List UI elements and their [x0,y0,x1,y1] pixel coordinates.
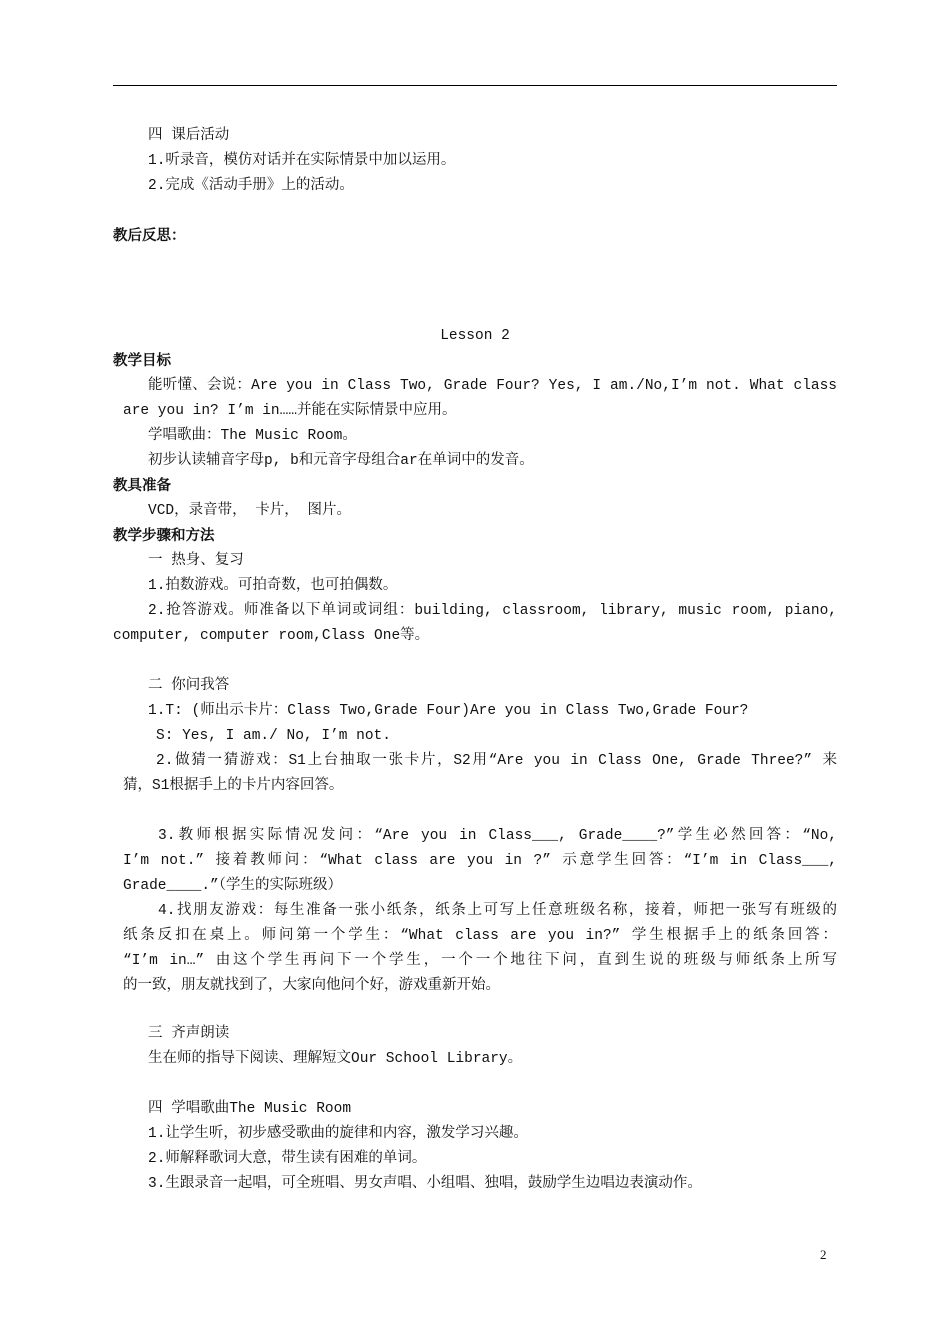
step-2-item-3-line-2: I’m not.” 接着教师问：“What class are you in ?” 示意学生回答：“I’m in Class___, [123,853,837,869]
step-4-item-2: 2.师解释歌词大意，带生读有困难的单词。 [148,1151,427,1167]
step-3-heading: 三 齐声朗读 [148,1026,230,1042]
step-1-item-1: 1.拍数游戏。可拍奇数，也可拍偶数。 [148,578,398,594]
step-1-item-2-line-2: computer, computer room,Class One等。 [113,628,430,644]
step-2-item-1-line-2: S: Yes, I am./ No, I’m not. [156,728,391,744]
step-2-item-3-line-3: Grade____.”（学生的实际班级） [123,878,342,894]
after-class-item-2: 2.完成《活动手册》上的活动。 [148,178,354,194]
objectives-line-4: 初步认读辅音字母p, b和元音字母组合ar在单词中的发音。 [148,453,534,469]
objectives-line-2: are you in? I’m in……并能在实际情景中应用。 [123,403,457,419]
step-1-heading: 一 热身、复习 [148,553,244,569]
after-class-heading: 四 课后活动 [148,128,230,144]
step-4-heading: 四 学唱歌曲The Music Room [148,1101,352,1117]
step-4-item-1: 1.让学生听，初步感受歌曲的旋律和内容，激发学习兴趣。 [148,1126,528,1142]
step-2-item-4-line-3: “I’m in…” 由这个学生再问下一个学生，一个一个地往下问，直到生说的班级与师纸条上所写 [123,953,837,969]
step-2-item-3-line-1: 3.教师根据实际情况发问：“Are you in Class___, Grade____?”学生必然回答：“No, [158,828,837,844]
step-2-item-2-line-2: 猜，S1根据手上的卡片内容回答。 [123,778,344,794]
materials-text: VCD，录音带， 卡片， 图片。 [148,503,352,519]
step-1-item-2-line-1: 2.抢答游戏。师准备以下单词或词组：building, classroom, library, music room, piano, [148,603,837,619]
step-2-item-4-line-2: 纸条反扣在桌上。师问第一个学生：“What class are you in?” 学生根据手上的纸条回答： [123,928,837,944]
step-2-item-2-line-1: 2.做猜一猜游戏：S1上台抽取一张卡片，S2用“Are you in Class One, Grade Three?” 来 [156,753,837,769]
page-number: 2 [820,1247,827,1262]
step-2-item-4-line-4: 的一致，朋友就找到了，大家向他问个好，游戏重新开始。 [123,978,500,994]
after-class-item-1: 1.听录音，模仿对话并在实际情景中加以运用。 [148,153,456,169]
objectives-line-1: 能听懂、会说：Are you in Class Two, Grade Four? Yes, I am./No,I’m not. What class [148,378,837,394]
materials-heading: 教具准备 [113,478,171,494]
steps-heading: 教学步骤和方法 [113,528,215,544]
reflection-label: 教后反思： [113,228,186,244]
step-3-text: 生在师的指导下阅读、理解短文Our School Library。 [148,1051,523,1067]
step-2-item-4-line-1: 4.找朋友游戏：每生准备一张小纸条，纸条上可写上任意班级名称，接着，师把一张写有班级的 [158,903,837,919]
step-2-item-1-line-1: 1.T: (师出示卡片：Class Two,Grade Four)Are you in Class Two,Grade Four? [148,703,749,719]
objectives-line-3: 学唱歌曲：The Music Room。 [148,428,357,444]
step-4-item-3: 3.生跟录音一起唱，可全班唱、男女声唱、小组唱、独唱，鼓励学生边唱边表演动作。 [148,1176,702,1192]
step-2-heading: 二 你问我答 [148,678,230,694]
header-rule [113,85,837,86]
objectives-heading: 教学目标 [113,353,171,369]
lesson-title: Lesson 2 [440,328,510,344]
